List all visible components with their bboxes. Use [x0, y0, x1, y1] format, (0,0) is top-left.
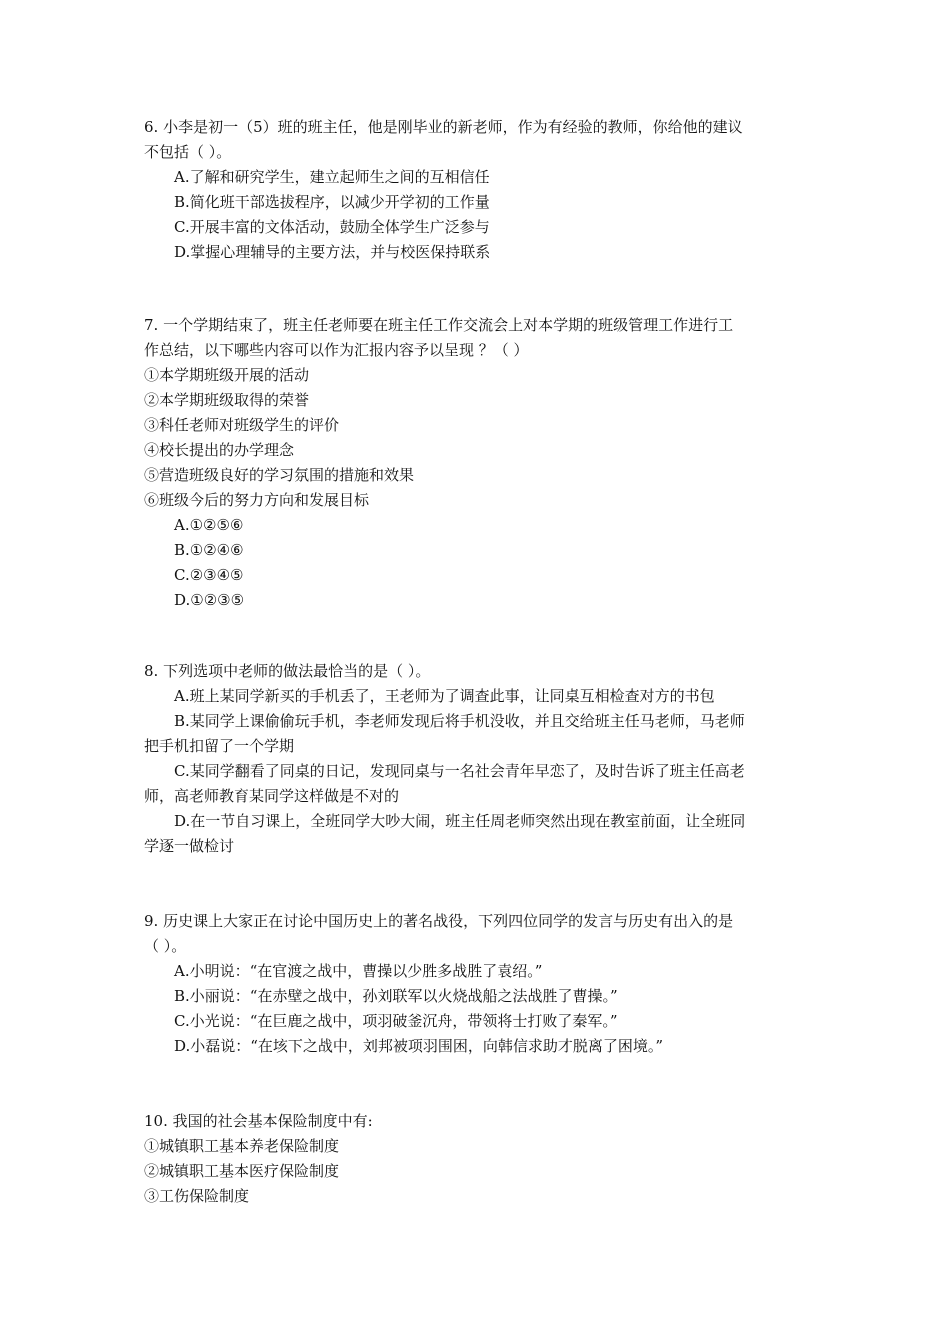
question-8-option-b-line-2: 把手机扣留了一个学期 — [144, 737, 295, 755]
question-6-option-c: C.开展丰富的文体活动，鼓励全体学生广泛参与 — [174, 218, 490, 236]
question-8-option-a: A.班上某同学新买的手机丢了，王老师为了调查此事，让同桌互相检查对方的书包 — [174, 687, 715, 705]
question-7-item-3: ③科任老师对班级学生的评价 — [144, 416, 340, 434]
question-10-item-2: ②城镇职工基本医疗保险制度 — [144, 1162, 340, 1180]
question-9-stem-line-1: 9. 历史课上大家正在讨论中国历史上的著名战役，下列四位同学的发言与历史有出入的是 — [144, 912, 734, 930]
question-6 — [144, 115, 808, 265]
question-7 — [144, 313, 808, 613]
question-8-option-d-line-2: 学逐一做检讨 — [144, 837, 235, 855]
question-7-stem-line-2: 作总结，以下哪些内容可以作为汇报内容予以呈现 ？（ ） — [144, 341, 529, 359]
question-7-option-b: B.①②④⑥ — [174, 541, 244, 559]
question-10 — [144, 1109, 808, 1209]
question-7-option-a: A.①②⑤⑥ — [174, 516, 244, 534]
question-9-option-d: D.小磊说：“在垓下之战中，刘邦被项羽围困，向韩信求助才脱离了困境。” — [174, 1037, 664, 1055]
question-6-stem-line-2: 不包括（ ）。 — [144, 143, 232, 161]
question-8-option-c-line-1: C.某同学翻看了同桌的日记，发现同桌与一名社会青年早恋了，及时告诉了班主任高老 — [174, 762, 745, 780]
question-10-item-3: ③工伤保险制度 — [144, 1187, 250, 1205]
question-6-option-d: D.掌握心理辅导的主要方法，并与校医保持联系 — [174, 243, 491, 261]
question-6-option-b: B.简化班干部选拔程序，以减少开学初的工作量 — [174, 193, 490, 211]
question-7-stem-line-1: 7. 一个学期结束了，班主任老师要在班主任工作交流会上对本学期的班级管理工作进行工 — [144, 316, 734, 334]
question-9-option-b: B.小丽说：“在赤壁之战中，孙刘联军以火烧战船之法战胜了曹操。” — [174, 987, 618, 1005]
question-7-item-5: ⑤营造班级良好的学习氛围的措施和效果 — [144, 466, 415, 484]
question-9-option-c: C.小光说：“在巨鹿之战中，项羽破釜沉舟，带领将士打败了秦军。” — [174, 1012, 618, 1030]
question-8-option-c-line-2: 师，高老师教育某同学这样做是不对的 — [144, 787, 400, 805]
question-8-stem: 8. 下列选项中老师的做法最恰当的是（ ）。 — [144, 662, 431, 680]
question-7-item-1: ①本学期班级开展的活动 — [144, 366, 310, 384]
question-7-option-d: D.①②③⑤ — [174, 591, 245, 609]
question-8-option-d-line-1: D.在一节自习课上，全班同学大吵大闹，班主任周老师突然出现在教室前面，让全班同 — [174, 812, 746, 830]
question-7-item-6: ⑥班级今后的努力方向和发展目标 — [144, 491, 370, 509]
question-8 — [144, 659, 808, 859]
question-7-item-4: ④校长提出的办学理念 — [144, 441, 295, 459]
question-8-option-b-line-1: B.某同学上课偷偷玩手机，李老师发现后将手机没收，并且交给班主任马老师，马老师 — [174, 712, 745, 730]
question-6-stem-line-1: 6. 小李是初一（5）班的班主任，他是刚毕业的新老师，作为有经验的教师，你给他的建议 — [144, 118, 743, 136]
question-7-option-c: C.②③④⑤ — [174, 566, 244, 584]
question-7-item-2: ②本学期班级取得的荣誉 — [144, 391, 310, 409]
question-6-option-a: A.了解和研究学生，建立起师生之间的互相信任 — [174, 168, 490, 186]
question-9 — [144, 909, 808, 1059]
question-10-item-1: ①城镇职工基本养老保险制度 — [144, 1137, 340, 1155]
question-9-stem-line-2: （ ）。 — [144, 937, 187, 955]
question-9-option-a: A.小明说：“在官渡之战中，曹操以少胜多战胜了袁绍。” — [174, 962, 543, 980]
question-10-stem: 10. 我国的社会基本保险制度中有: — [144, 1112, 373, 1130]
